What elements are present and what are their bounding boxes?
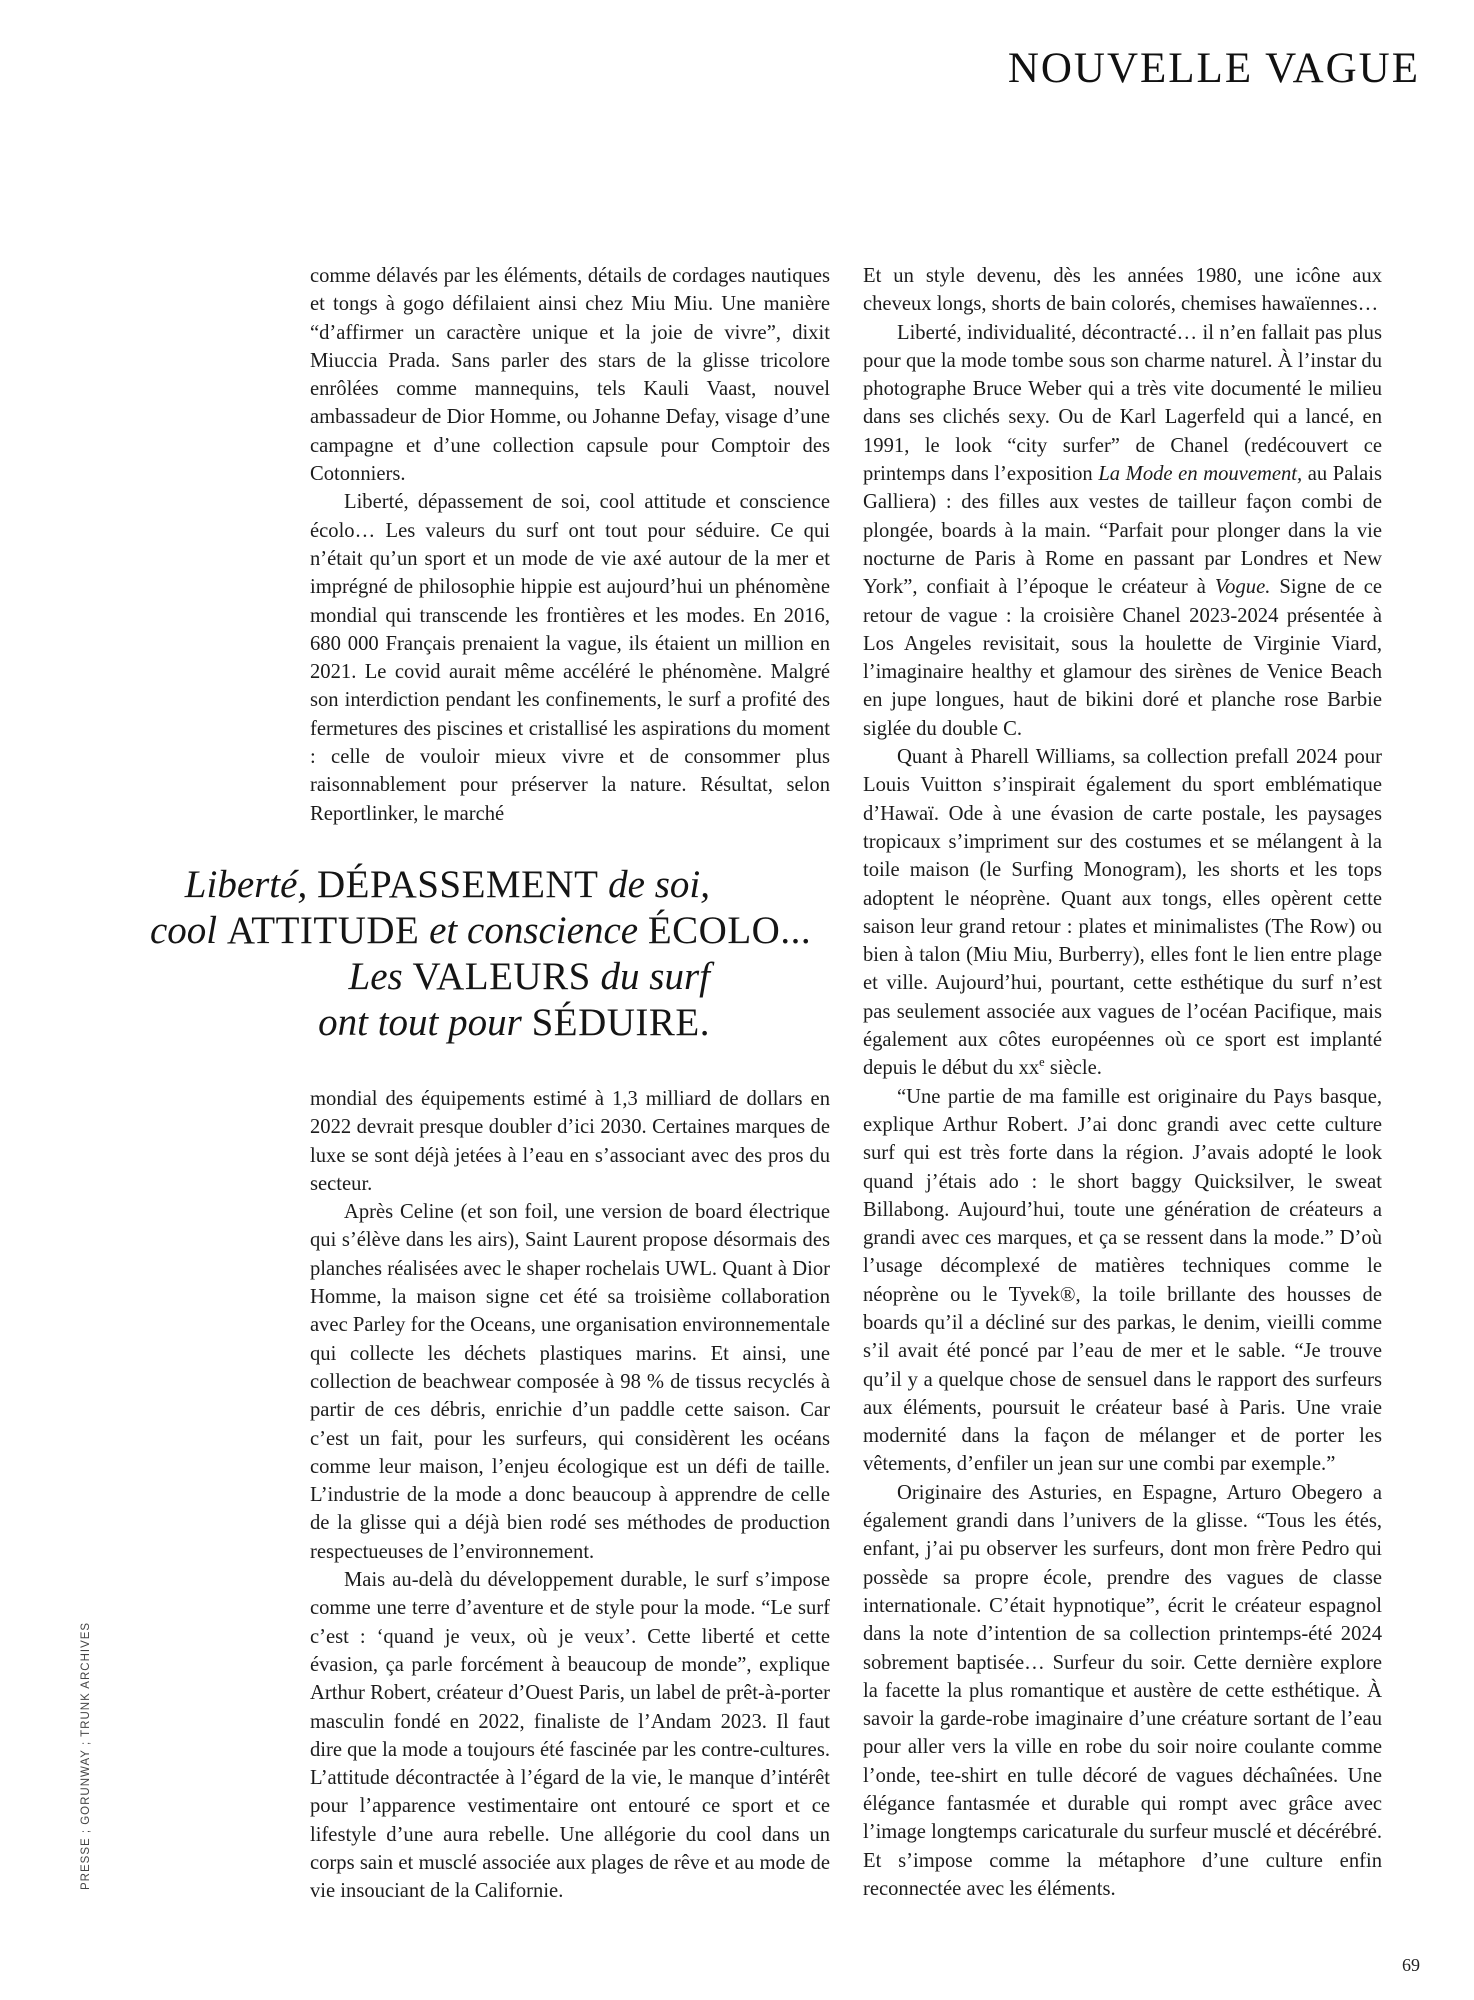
text-run: Signe de ce retour de vague : la croisière Chanel 2023-2024 présentée à Los Angeles revisitait, sous la houlette de Virginie Viard, l’imaginaire healthy et glamour des sirènes de Venice Beach en jupe longues, haut de bikini doré et planche rose Barbie siglée du double C. <box>863 576 1382 740</box>
pull-quote-caps: VALEURS <box>412 955 591 998</box>
pull-quote-italic: du surf <box>600 955 710 998</box>
pull-quote-italic: de soi, <box>608 863 710 906</box>
pull-quote-line <box>150 954 710 1000</box>
pull-quote-italic: et conscience <box>429 909 639 952</box>
pull-quote-line <box>150 1000 710 1046</box>
text-run: Liberté, individualité, décontracté… il n’en fallait pas plus pour que la mode tombe sous son charme naturel. À l’instar du photographe Bruce Weber qui a très vite documenté le milieu dans ses clichés sexy. Ou de Karl Lagerfeld qui a lancé, en 1991, le look “city surfer” de Chanel (redécouvert ce printemps dans l’exposition <box>863 321 1382 486</box>
article-column-2 <box>863 262 1382 1903</box>
pull-quote <box>150 862 812 1046</box>
page-number: 69 <box>1402 1955 1420 1975</box>
article-column-1-bottom <box>310 1085 830 1906</box>
paragraph: mondial des équipements estimé à 1,3 milliard de dollars en 2022 devrait presque doubler d’ici 2030. Certaines marques de luxe se sont déjà jetées à l’eau en s’associant avec des pros du secteur. <box>310 1088 830 1195</box>
paragraph: Mais au-delà du développement durable, le surf s’impose comme une terre d’aventure et de style pour la mode. “Le surf c’est : ‘quand je veux, où je veux’. Cette liberté et cette évasion, ça parle forcément à beaucoup de monde”, explique Arthur Robert, créateur d’Ouest Paris, un label de prêt-à-porter masculin fondé en 2022, finaliste de l’Andam 2023. Il faut dire que la mode a toujours été fascinée par les contre-cultures. L’attitude décontractée à l’égard de la vie, le manque d’intérêt pour l’apparence vestimentaire ont entouré ce sport et ce lifestyle d’une aura rebelle. Une allégorie du cool dans un corps sain et musclé associée aux plages de rêve et au mode de vie insouciant de la Californie. <box>310 1569 830 1903</box>
article-column-1-top <box>310 262 830 828</box>
magazine-title: Vogue. <box>1214 576 1271 599</box>
paragraph: Liberté, dépassement de soi, cool attitude et conscience écolo… Les valeurs du surf ont tout pour séduire. Ce qui n’était qu’un sport et un mode de vie axé autour de la mer et imprégné de philosophie hippie est aujourd’hui un phénomène mondial qui transcende les frontières et les modes. En 2016, 680 000 Français prenaient la vague, ils étaient un million en 2021. Le covid aurait même accéléré le phénomène. Malgré son interdiction pendant les confinements, le surf a profité des fermetures des piscines et cristallisé les aspirations du moment : celle de vouloir mieux vivre et de consommer plus raisonnablement pour préserver la nature. Résultat, selon Reportlinker, le marché <box>310 491 830 825</box>
pull-quote-italic: Les <box>348 955 403 998</box>
paragraph: “Une partie de ma famille est originaire du Pays basque, explique Arthur Robert. J’ai donc grandi avec cette culture surf qui est très forte dans la région. J’avais adopté le look quand j’étais ado : le short baggy Quicksilver, le sweat Billabong. Aujourd’hui, toute une génération de créateurs a grandi avec ces marques, et ça se ressent dans la mode.” D’où l’usage décomplexé de matières techniques comme le néoprène ou le Tyvek®, la toile brillante des housses de boards qu’il a décliné sur des parkas, le denim, vieilli comme s’il avait été poncé par l’eau de mer et le sable. “Je trouve qu’il y a quelque chose de sensuel dans le rapport des surfeurs aux éléments, poursuit le créateur basé à Paris. Une vraie modernité dans la façon de mélanger et de porter les vêtements, d’enfiler un jean sur une combi par exemple.” <box>863 1085 1382 1476</box>
paragraph <box>863 319 1382 743</box>
pull-quote-italic: Liberté, <box>184 863 308 906</box>
pull-quote-caps: DÉPASSEMENT <box>316 863 599 906</box>
exhibition-title: La Mode en mouvement, <box>1098 463 1303 486</box>
pull-quote-line <box>150 908 812 954</box>
paragraph: comme délavés par les éléments, détails de cordages nautiques et tongs à gogo défilaient ainsi chez Miu Miu. Une manière “d’affirmer un caractère unique et la joie de vivre”, dixit Miuccia Prada. Sans parler des stars de la glisse tricolore enrôlées comme mannequins, tels Kauli Vaast, nouvel ambassadeur de Dior Homme, ou Johanne Defay, visage d’une campagne et d’une collection capsule pour Comptoir des Cotonniers. <box>310 265 830 486</box>
pull-quote-italic: ont tout pour <box>318 1001 522 1044</box>
photo-credit: PRESSE ; GORUNWAY ; TRUNK ARCHIVES <box>80 1621 92 1890</box>
pull-quote-caps: SÉDUIRE. <box>531 1001 710 1044</box>
paragraph <box>863 743 1382 1083</box>
pull-quote-line <box>150 862 710 908</box>
text-run: siècle. <box>1049 1057 1102 1080</box>
section-title: NOUVELLE VAGUE <box>1007 45 1420 92</box>
text-run: Quant à Pharell Williams, sa collection prefall 2024 pour Louis Vuitton s’inspirait également du sport emblématique d’Hawaï. Ode à une évasion de carte postale, les paysages tropicaux s’impriment sur des costumes et se mélangent à la toile maison (le Surfing Monogram), les shorts et les tops adoptent le néoprène. Quant aux tongs, elles opèrent cette saison leur grand retour : plates et minimalistes (The Row) ou bien à talon (Miu Miu, Burberry), elles font le lien entre plage et ville. Aujourd’hui, pourtant, cette esthétique du surf n’est pas seulement associée aux vagues de l’océan Pacifique, mais également aux côtes européennes où ce sport est implanté depuis le début du <box>863 746 1382 1080</box>
superscript: e <box>1039 1055 1045 1070</box>
paragraph: Et un style devenu, dès les années 1980, une icône aux cheveux longs, shorts de bain colorés, chemises hawaïennes… <box>863 265 1382 316</box>
paragraph: Originaire des Asturies, en Espagne, Arturo Obegero a également grandi dans l’univers de la glisse. “Tous les étés, enfant, j’ai pu observer les surfeurs, dont mon frère Pedro qui possède sa propre école, prendre des vagues de classe internationale. C’était hypnotique”, écrit le créateur espagnol dans la note d’intention de sa collection printemps-été 2024 sobrement baptisée… Surfeur du soir. Cette dernière explore la facette la plus romantique et austère de cette esthétique. À savoir la garde-robe imaginaire d’une créature sortant de l’eau pour aller vers la ville en robe du soir noire coulante comme l’onde, tee-shirt en tulle décoré de vagues déchaînées. Une élégance fantasmée et durable qui rompt avec grâce avec l’image longtemps caricaturale du surfeur musclé et décérébré. Et s’impose comme la métaphore d’une culture enfin reconnectée avec les éléments. <box>863 1481 1382 1900</box>
paragraph: Après Celine (et son foil, une version de board électrique qui s’élève dans les airs), Saint Laurent propose désormais des planches réalisées avec le shaper rochelais UWL. Quant à Dior Homme, la maison signe cet été sa troisième collaboration avec Parley for the Oceans, une organisation environnementale qui collecte les déchets plastiques marins. Et ainsi, une collection de beachwear composée à 98 % de tissus recyclés à partir de ces débris, enrichie d’un paddle cette saison. Car c’est un fait, pour les surfeurs, qui considèrent les océans comme leur maison, l’enjeu écologique est un défi de taille. L’industrie de la mode a donc beaucoup à apprendre de celle de la glisse qui a déjà bien rodé ses méthodes de production respectueuses de l’environnement. <box>310 1201 830 1563</box>
pull-quote-italic: cool <box>150 909 218 952</box>
pull-quote-caps: ATTITUDE <box>226 909 420 952</box>
century-numeral: xx <box>1018 1057 1040 1080</box>
pull-quote-caps: ÉCOLO... <box>647 909 812 952</box>
text-run: au Palais Galliera) : des filles aux vestes de tailleur façon combi de plongée, boards à la main. “Parfait pour plonger dans la vie nocturne de Paris à Rome en passant par Londres et New York”, confiait à l’époque le créateur à <box>863 463 1383 599</box>
